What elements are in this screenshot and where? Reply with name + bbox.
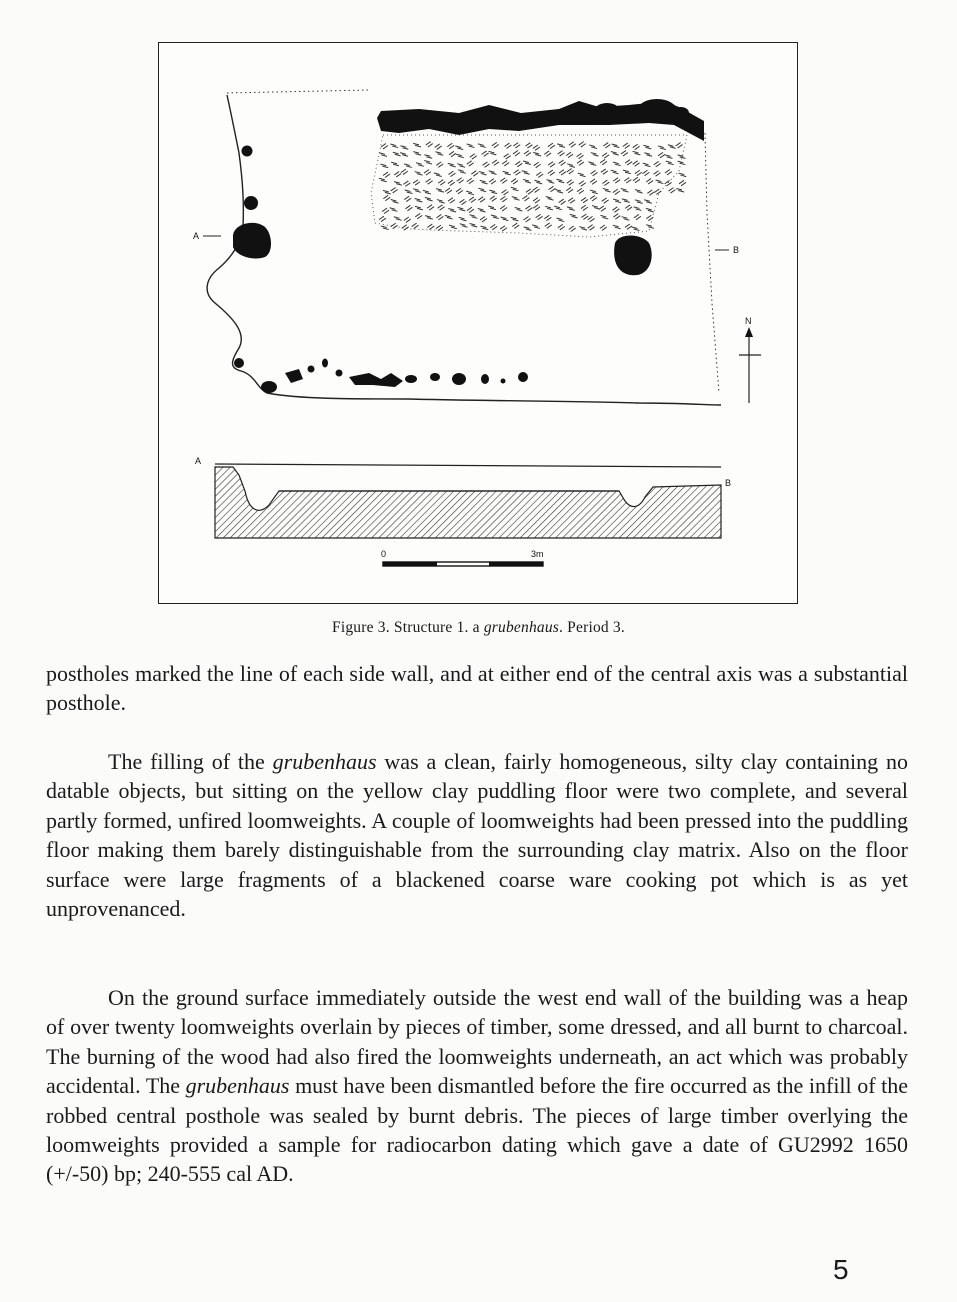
paragraph-1 [46,659,908,718]
italic-term: grubenhaus [272,749,377,774]
text-run: The filling of the [108,749,273,774]
caption-suffix: . Period 3. [559,619,625,636]
text-run: On the ground surface immediately outside the west end wall of the building was a heap of over twenty loomweights overlain by pieces of timber, some dressed, and all burnt to charcoal. The burning of the wood had also fired the loomweights underneath, an act which was probably accidental. The [46,985,908,1099]
north-arrow [739,316,761,403]
page-number: 5 [833,1254,849,1285]
figure-3-plan-and-section [158,42,798,604]
east-central-posthole [614,236,652,276]
site-plan-drawing [159,43,799,605]
section-a-label-plan: A [193,231,200,241]
puddling-floor-outline [371,135,687,237]
posthole [244,196,258,210]
text-run: was a clean, fairly homogeneous, silty clay containing no datable objects, but sitting on the yellow clay puddling floor were two complete, and several partly formed, unfired loomweights. A couple of loomweights had been pressed into the puddling floor making them barely distinguishable from the surrounding clay matrix. Also on the floor surface were large fragments of a blackened coarse ware cooking pot which is as yet unprovenanced. [46,749,908,922]
west-central-posthole [233,223,271,259]
caption-italic: grubenhaus [483,619,560,636]
puddling-floor-stipple [379,142,686,232]
posthole [242,146,253,157]
north-dotted-boundary [227,90,369,93]
paragraph-3 [46,983,908,1189]
text-run: must have been dismantled before the fire occurred as the infill of the robbed central posthole was sealed by burnt debris. The pieces of large timber overlying the loomweights provided a sample for radiocarbon dating which gave a date of GU2992 1650 (+/-50) bp; 240-555 cal AD. [46,1073,908,1187]
italic-term: grubenhaus [185,1073,290,1099]
figure-caption [0,619,957,637]
scale-end: 3m [531,549,544,559]
section-a-label: A [195,456,202,466]
scale-start: 0 [381,549,387,559]
text-run: postholes marked the line of each side wall, and at either end of the central axis was a substantial posthole. [46,661,908,716]
caption-prefix: Figure 3. Structure 1. a [332,619,480,636]
cross-section-a-b [195,456,731,538]
scale-bar [381,549,544,566]
paragraph-2 [46,747,908,923]
east-dotted-boundary [705,133,719,393]
section-b-label-plan: B [733,245,740,255]
section-b-label: B [725,478,732,488]
south-wall-postholes [234,358,528,393]
north-label: N [745,316,752,326]
